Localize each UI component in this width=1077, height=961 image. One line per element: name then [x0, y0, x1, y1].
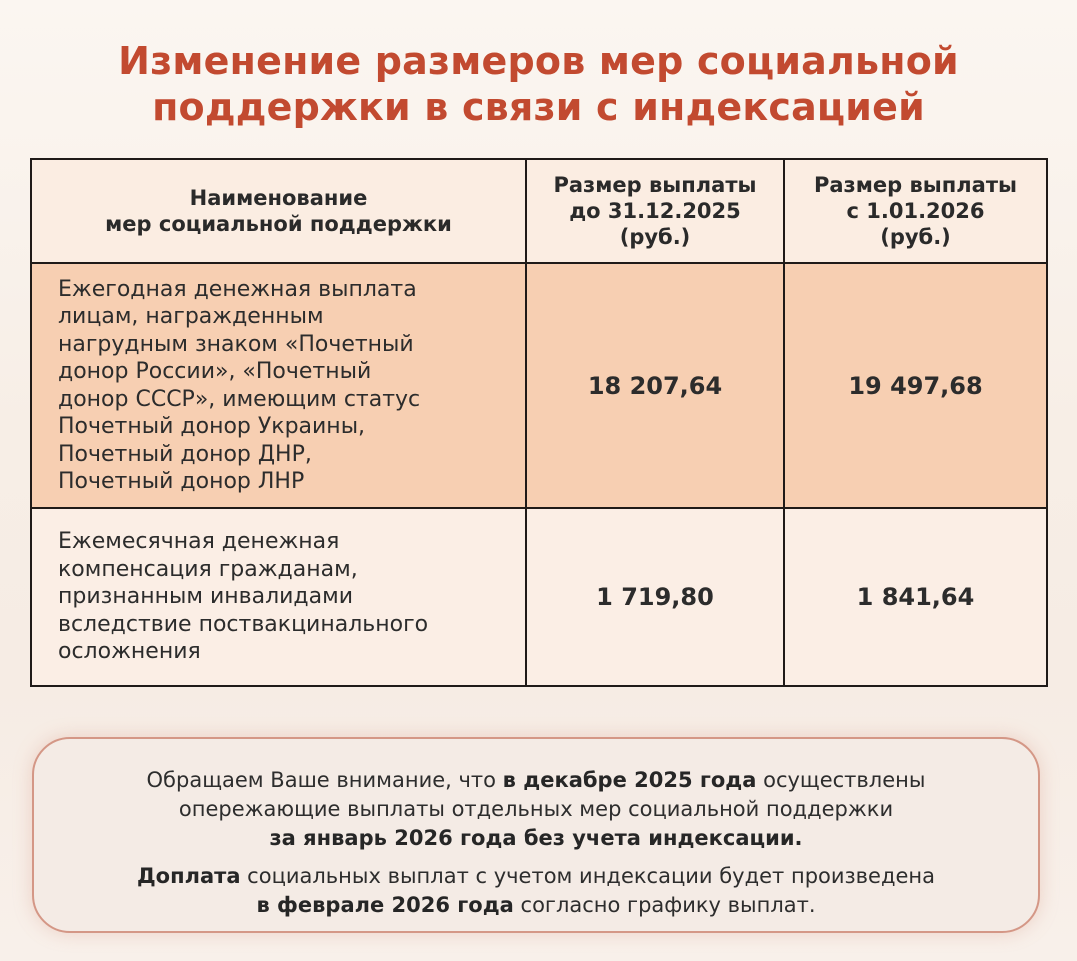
page-title	[0, 38, 1077, 130]
measure-name-line: лицам, награжденным	[58, 304, 324, 329]
support-measures-table	[30, 158, 1048, 687]
note-emphasis: за январь 2026 года без учета индексации.	[269, 826, 803, 850]
note-paragraph-2	[34, 862, 1038, 920]
old-amount-cell: 1 719,80	[526, 508, 784, 686]
header-new-amount	[784, 159, 1047, 263]
header-old-amount-line-2: до 31.12.2025	[569, 199, 741, 223]
measure-name-line: Почетный донор Украины,	[58, 414, 366, 439]
header-new-amount-line-2: с 1.01.2026	[846, 199, 985, 223]
header-new-amount-line-3: (руб.)	[880, 225, 951, 249]
attention-note-box	[32, 737, 1040, 933]
page-title-line-1: Изменение размеров мер социальной	[118, 39, 959, 83]
note-emphasis: в феврале 2026 года	[256, 893, 514, 917]
table-row	[31, 508, 1047, 686]
table-header-row	[31, 159, 1047, 263]
page-title-line-2: поддержки в связи с индексацией	[152, 85, 925, 129]
header-new-amount-line-1: Размер выплаты	[813, 173, 1018, 197]
note-text: осуществлены	[756, 768, 926, 792]
measure-name-line: Ежегодная денежная выплата	[58, 276, 417, 302]
measure-name-line: Почетный донор ЛНР	[58, 469, 305, 494]
note-paragraph-1	[34, 766, 1038, 853]
note-text: Обращаем Ваше внимание, что	[146, 768, 503, 792]
measure-name-line: Почетный донор ДНР,	[58, 441, 312, 467]
header-measure-name-line-1: Наименование	[189, 186, 368, 210]
measure-name-line: вследствие поствакцинального	[58, 611, 429, 637]
new-amount-cell: 1 841,64	[784, 508, 1047, 686]
note-text: социальных выплат с учетом индексации будет произведена	[240, 864, 936, 888]
measure-name-line: осложнения	[58, 639, 201, 665]
note-emphasis: Доплата	[136, 864, 241, 888]
old-amount-cell: 18 207,64	[526, 263, 784, 508]
measure-name-line: нагрудным знаком «Почетный	[58, 331, 414, 357]
header-old-amount-line-1: Размер выплаты	[553, 173, 757, 197]
header-old-amount	[526, 159, 784, 263]
measure-name-line: донор России», «Почетный	[58, 359, 372, 384]
measure-name-line: донор СССР», имеющим статус	[58, 386, 421, 412]
new-amount-cell: 19 497,68	[784, 263, 1047, 508]
note-emphasis: в декабре 2025 года	[502, 768, 757, 792]
note-text: опережающие выплаты отдельных мер социальной поддержки	[178, 797, 894, 821]
measure-name-cell	[31, 263, 526, 508]
measure-name-cell	[31, 508, 526, 686]
measure-name-line: признанным инвалидами	[58, 584, 354, 610]
table-row	[31, 263, 1047, 508]
header-measure-name-line-2: мер социальной поддержки	[105, 212, 452, 236]
header-measure-name	[31, 159, 526, 263]
note-text: согласно графику выплат.	[513, 893, 816, 917]
header-old-amount-line-3: (руб.)	[619, 225, 691, 249]
measure-name-line: компенсация гражданам,	[58, 556, 358, 582]
measure-name-line: Ежемесячная денежная	[58, 529, 340, 555]
